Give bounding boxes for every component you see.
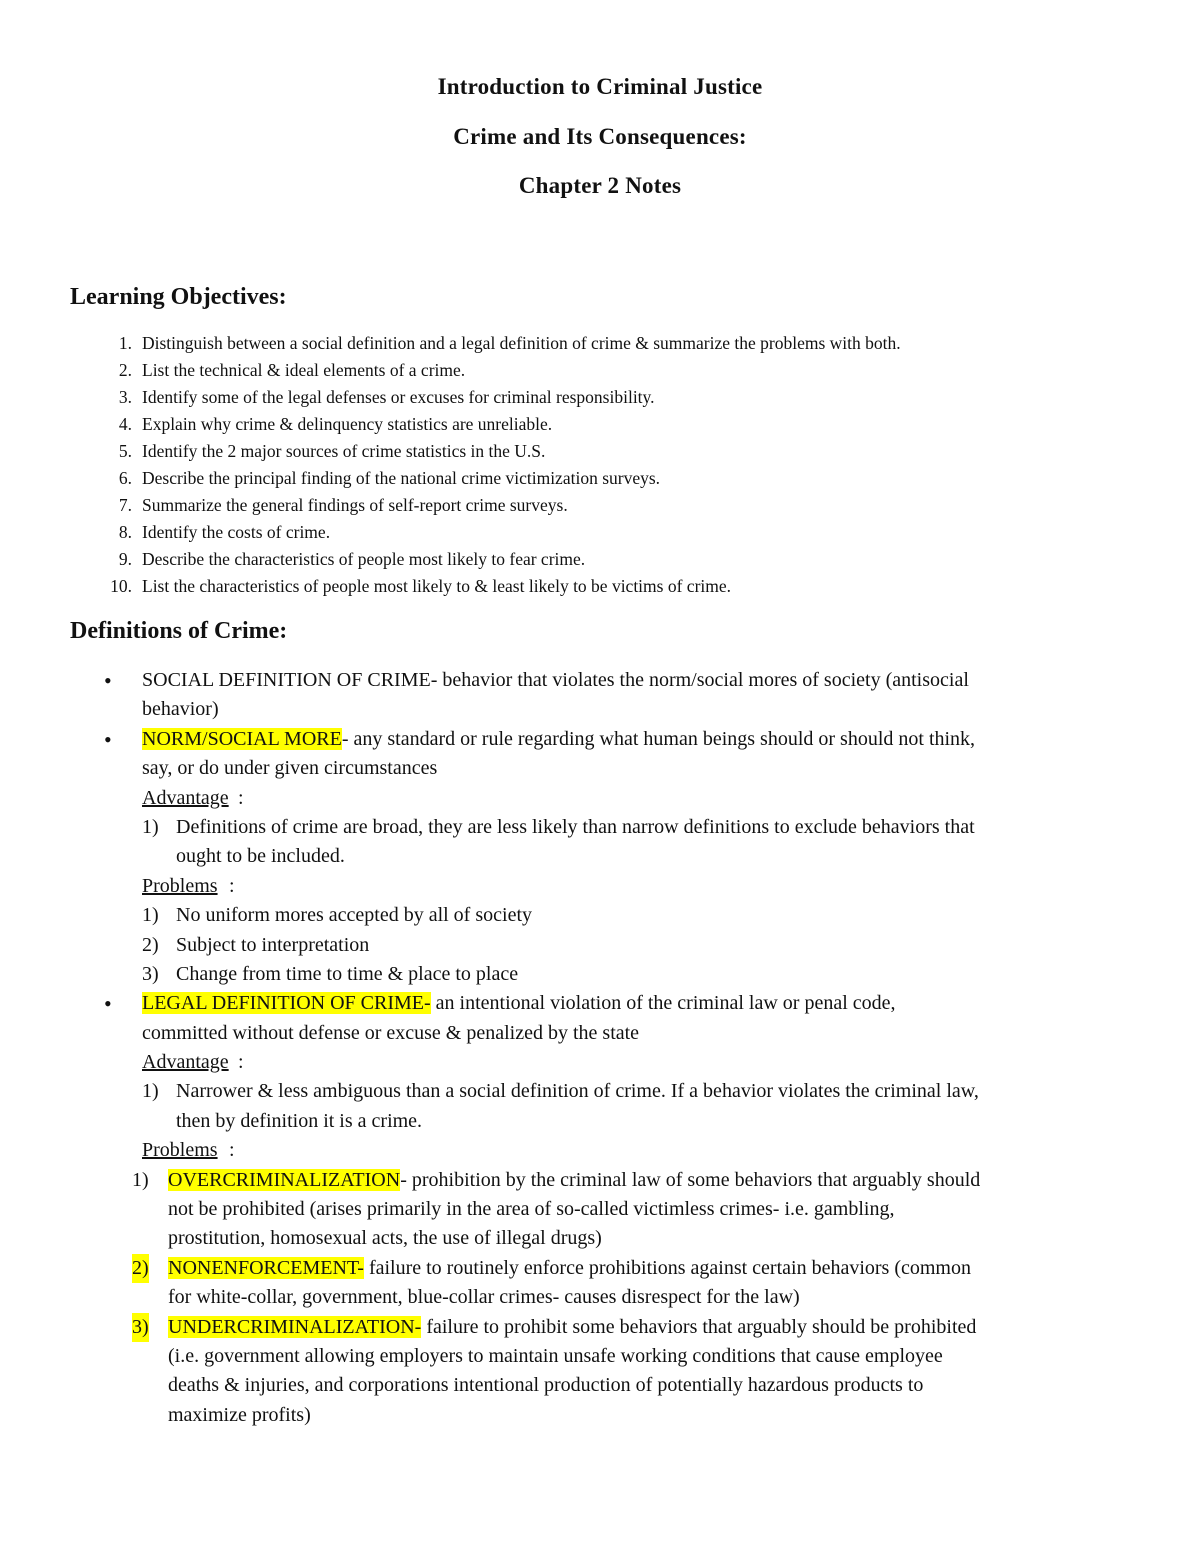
legal-definition-item: • LEGAL DEFINITION OF CRIME- an intentional violation of the criminal law or penal code, — [0, 989, 1200, 1018]
objective-item: 8. Identify the costs of crime. — [118, 522, 331, 542]
social-definition-item: • SOCIAL DEFINITION OF CRIME- behavior that violates the norm/social mores of society (antisocial — [0, 666, 1200, 695]
norm-definition-item: • NORM/SOCIAL MORE- any standard or rule regarding what human beings should or should not think, — [0, 725, 1200, 754]
objective-item: 5. Identify the 2 major sources of crime statistics in the U.S. — [118, 441, 546, 461]
nonenforcement-item: 2) NONENFORCEMENT- failure to routinely enforce prohibitions against certain behaviors (common — [0, 1254, 1200, 1283]
objective-item: 10. List the characteristics of people most likely to & least likely to be victims of crime. — [110, 576, 732, 596]
norm-term-highlight: NORM/SOCIAL MORE — [142, 727, 342, 750]
document-subtitle: Crime and Its Consequences: — [453, 124, 747, 149]
social-definition-term: SOCIAL DEFINITION OF CRIME — [142, 669, 431, 691]
overcriminalization-item: 1) OVERCRIMINALIZATION- prohibition by the criminal law of some behaviors that arguably should — [132, 1168, 981, 1191]
objective-item: 7. Summarize the general findings of self-report crime surveys. — [118, 495, 568, 515]
chapter-label: Chapter 2 Notes — [518, 173, 682, 198]
objective-item: 9. Describe the characteristics of people most likely to fear crime. — [118, 549, 586, 569]
document-title: Introduction to Criminal Justice — [437, 74, 763, 99]
list-item: 2) Subject to interpretation — [142, 933, 370, 956]
objective-item: 1. Distinguish between a social definition and a legal definition of crime & summarize the problems with both. — [118, 333, 901, 353]
undercriminalization-item: 3) UNDERCRIMINALIZATION- failure to prohibit some behaviors that arguably should be prohibited — [0, 1313, 1200, 1342]
legal-term-highlight: LEGAL DEFINITION OF CRIME- — [142, 992, 431, 1015]
bullet-icon: • — [104, 991, 112, 1017]
learning-objectives-list — [70, 332, 1150, 602]
list-item: 3) Change from time to time & place to place — [142, 962, 519, 985]
list-item: 1) Narrower & less ambiguous than a social definition of crime. If a behavior violates the criminal law, — [142, 1080, 979, 1103]
bullet-icon: • — [104, 726, 112, 752]
definitions-heading: Definitions of Crime: — [70, 618, 288, 644]
list-item: 1) Definitions of crime are broad, they are less likely than narrow definitions to exclude behaviors that — [142, 815, 975, 838]
overcriminalization-term: OVERCRIMINALIZATION — [168, 1168, 401, 1191]
list-item: 1) No uniform mores accepted by all of society — [142, 904, 532, 927]
objective-item: 2. List the technical & ideal elements of a crime. — [118, 360, 466, 380]
undercriminalization-term: UNDERCRIMINALIZATION- — [168, 1315, 422, 1338]
legal-problems-label: Problems — [142, 1139, 218, 1162]
nonenforcement-term: NONENFORCEMENT- — [168, 1256, 364, 1279]
norm-problems-label: Problems — [142, 874, 218, 897]
definitions-body: • SOCIAL DEFINITION OF CRIME- behavior that violates the norm/social mores of society (antisocial behavior) • NORM/SOCIAL MORE- any standard or rule regarding what human beings should or should not think, say, or do under given circumstances Advantage : 1) Definitions of crime are broad, they are less likely than narrow definitions to exclude behaviors that ought to be included. Problems : 1) No uniform mores accepted by all of society 2) Subject to interpretation 3) Change from time to time & place to place • LEGAL DEFINITION OF CRIME- an intentional violation of the criminal law or penal code, committed without defense or excuse & penalized by the state Advantage : 1) Narrower & less ambiguous than a social definition of crime. If a behavior violates the criminal law, then by definition it is a crime. Problems : 1) OVERCRIMINALIZATION- prohibition by the criminal law of some behaviors that arguably should not be prohibited (arises primarily in the area of so-called victimless crimes- i.e. gambling, prostitution, homosexual acts, the use of illegal drugs) 2) NONENFORCEMENT- failure to routinely enforce prohibitions against certain behaviors (common for white-collar, government, blue-collar crimes- causes disrespect for the law) 3) UNDERCRIMINALIZATION- failure to prohibit some behaviors that arguably should be prohibited (i.e. government allowing employers to maintain unsafe working conditions that cause employee deaths & injuries, and corporations intentional production of potentially hazardous products to maximize profits) — [0, 666, 1200, 1430]
objective-item: 4. Explain why crime & delinquency statistics are unreliable. — [118, 414, 553, 434]
legal-advantage-label: Advantage — [142, 1051, 229, 1074]
objective-item: 6. Describe the principal finding of the national crime victimization surveys. — [118, 468, 661, 488]
norm-advantage-label: Advantage — [142, 786, 229, 809]
objective-item: 3. Identify some of the legal defenses or excuses for criminal responsibility. — [118, 387, 655, 407]
bullet-icon: • — [104, 668, 112, 693]
learning-objectives-heading: Learning Objectives: — [70, 284, 287, 310]
